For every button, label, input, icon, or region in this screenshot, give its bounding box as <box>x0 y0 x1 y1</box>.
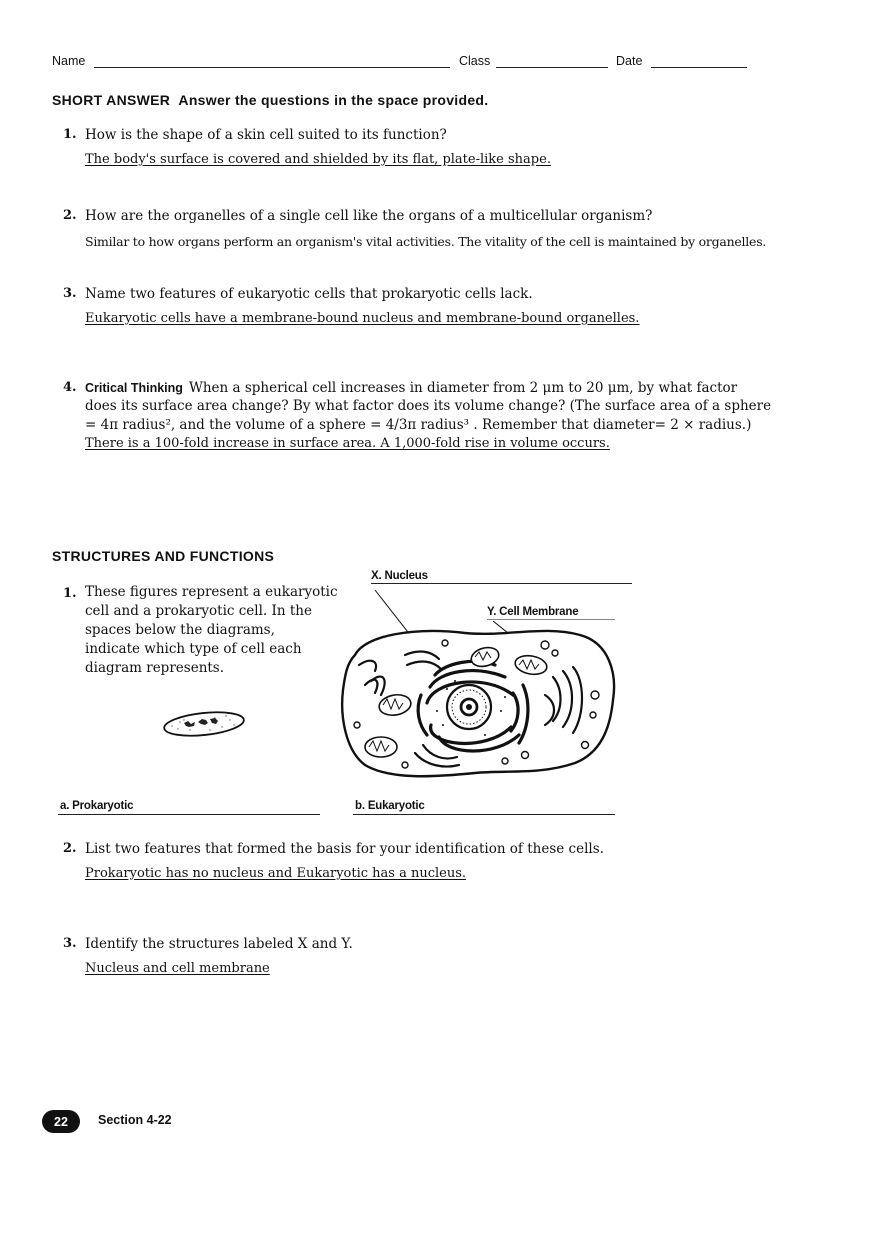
page-number-badge <box>42 1110 80 1133</box>
sa-q4-answer: There is a 100-fold increase in surface area. A 1,000-fold rise in volume occurs. <box>85 436 610 451</box>
sf-q2-question: List two features that formed the basis for your identification of these cells. <box>85 841 604 857</box>
label-b-line[interactable] <box>353 814 615 815</box>
sa-q2-answer: Similar to how organs perform an organism's vital activities. The vitality of the cell is maintained by organelles. <box>85 234 767 249</box>
sa-q4-line1 <box>85 379 737 397</box>
sa-q1-number: 1. <box>63 127 77 142</box>
critical-thinking-label: Critical Thinking <box>85 381 183 395</box>
eukaryotic-cell-diagram <box>335 585 625 785</box>
section-label: Section 4-22 <box>98 1113 172 1127</box>
sa-q4-text1: When a spherical cell increases in diameter from 2 μm to 20 μm, by what factor <box>188 380 738 396</box>
short-answer-heading <box>52 92 488 108</box>
label-a-prokaryotic: a. Prokaryotic <box>60 800 134 812</box>
name-field-line[interactable] <box>94 67 450 68</box>
label-x-nucleus: X. Nucleus <box>371 570 428 582</box>
label-a-line[interactable] <box>58 814 320 815</box>
sa-q3-question: Name two features of eukaryotic cells that prokaryotic cells lack. <box>85 286 533 302</box>
sa-q3-answer: Eukaryotic cells have a membrane-bound nucleus and membrane-bound organelles. <box>85 311 640 326</box>
sf-q2-answer: Prokaryotic has no nucleus and Eukaryotic has a nucleus. <box>85 866 467 881</box>
sf-q1-line2: cell and a prokaryotic cell. In the <box>85 603 312 619</box>
page-number: 22 <box>54 1115 68 1129</box>
short-answer-title: SHORT ANSWER <box>52 92 171 108</box>
class-field-line[interactable] <box>496 67 608 68</box>
sf-q1-line3: spaces below the diagrams, <box>85 622 275 638</box>
sa-q2-number: 2. <box>63 208 77 223</box>
sf-q3-number: 3. <box>63 936 77 951</box>
sf-q1-line1: These figures represent a eukaryotic <box>85 584 338 600</box>
prokaryotic-cell-diagram <box>160 706 250 742</box>
sa-q1-question: How is the shape of a skin cell suited to its function? <box>85 127 447 143</box>
sf-q1-line5: diagram represents. <box>85 660 225 676</box>
sa-q4-number: 4. <box>63 380 77 395</box>
sa-q4-line2: does its surface area change? By what factor does its volume change? (The surface area of a sphere <box>85 398 772 414</box>
structures-heading: STRUCTURES AND FUNCTIONS <box>52 548 275 564</box>
date-field-line[interactable] <box>651 67 747 68</box>
label-b-eukaryotic: b. Eukaryotic <box>355 800 425 812</box>
sf-q3-question: Identify the structures labeled X and Y. <box>85 936 353 952</box>
sa-q1-answer: The body's surface is covered and shielded by its flat, plate-like shape. <box>85 152 551 167</box>
short-answer-instruction: Answer the questions in the space provided. <box>178 92 489 108</box>
name-label: Name <box>52 54 86 68</box>
label-y-membrane: Y. Cell Membrane <box>487 606 579 618</box>
sf-q3-answer: Nucleus and cell membrane <box>85 961 270 976</box>
sf-q1-line4: indicate which type of cell each <box>85 641 302 657</box>
sf-q1-number: 1. <box>63 586 77 601</box>
sf-q2-number: 2. <box>63 841 77 856</box>
sa-q2-question: How are the organelles of a single cell like the organs of a multicellular organism? <box>85 208 653 224</box>
class-label: Class <box>459 54 491 68</box>
label-x-line <box>371 583 632 584</box>
date-label: Date <box>616 54 643 68</box>
sa-q3-number: 3. <box>63 286 77 301</box>
sa-q4-line3: = 4π radius², and the volume of a sphere = 4/3π radius³ . Remember that diameter= 2 × radius.) <box>85 417 752 433</box>
